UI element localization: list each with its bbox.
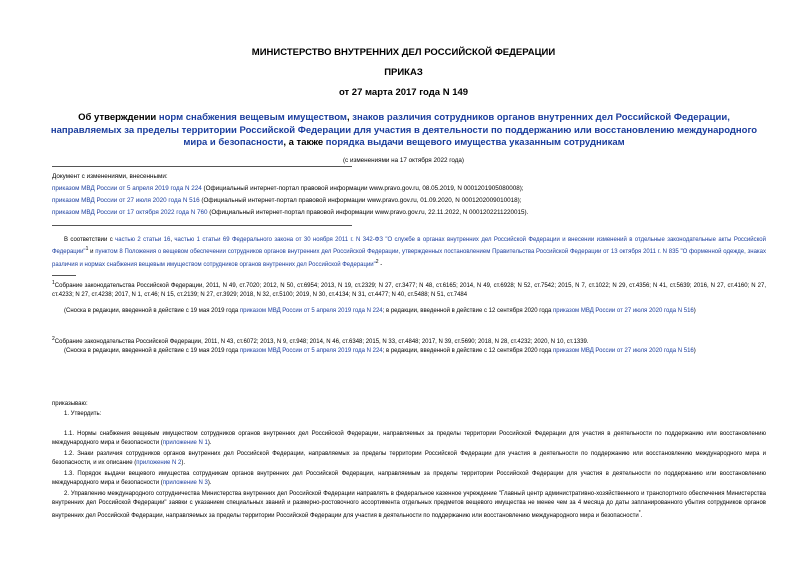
footnote-2-link-224[interactable]: приказом МВД России от 5 апреля 2019 года N 224	[239, 348, 383, 354]
title-link-insignia[interactable]: знаков различия сотрудников органов внутренних дел Российской Федерации, направляемых за пределы территории Российской Федерации для участия в деятельности по поддержанию или восстановлению международного мира и безопасности	[50, 112, 758, 148]
preamble	[52, 236, 766, 270]
footnote-mark-2: 2	[52, 336, 55, 342]
footnote-2-note-mid: ; в редакции, введенной в действие с 12 сентября 2020 года	[382, 348, 554, 354]
amendment-item	[52, 184, 752, 193]
amendment-link[interactable]: приказом МВД России от 27 июля 2020 года N 516	[52, 197, 200, 204]
footnote-1-text: Собрание законодательства Российской Федерации, 2011, N 49, ст.7020; 2012, N 50, ст.6954; 2013, N 19, ст.2329; N 27, ст.3477; N 48, ст.6165; 2014, N 49, ст.6928; N 52, ст.7542; 2015, N 7, ст.1022; N 29, ст.4356; N 41, ст.5639; 2016, N 27, ст.4160; N 27, ст.4233; N 27, ст.4238; 2017, N 1, ст.46; N 15, ст.2139; N 27, ст.3929; 2018, N 32, ст.5100; 2019, N 30, ст.4134; N 31, ст.4477; N 40, ст.5488; N 51, ст.7484	[52, 283, 766, 299]
footnote-mark-1: 1	[52, 280, 55, 286]
date-number: от 27 марта 2017 года N 149	[338, 87, 469, 98]
item-1-1-end: ).	[207, 440, 212, 447]
amendment-link[interactable]: приказом МВД России от 17 октября 2022 года N 760	[52, 209, 208, 216]
footnote-2	[52, 335, 766, 347]
item-1-2-text: 1.2. Знаки различия сотрудников органов внутренних дел Российской Федерации, направляемых за пределы территории Российской Федерации для участия в деятельности по поддержанию или восстановлению международного мира и безопасности, и их описание (	[52, 451, 766, 467]
amendment-link[interactable]: приказом МВД России от 5 апреля 2019 года N 224	[52, 185, 202, 192]
footnote-2-link-516[interactable]: приказом МВД России от 27 июля 2020 года N 516	[553, 348, 694, 354]
footnote-1-note-end: )	[693, 308, 696, 314]
title-sep2: , а также	[283, 137, 326, 148]
amendment-source: (Официальный интернет-портал правовой информации www.pravo.gov.ru, 08.05.2019, N 0001201905080008);	[201, 185, 524, 192]
item-1-3-end: ).	[207, 480, 212, 487]
doc-type-heading: ПРИКАЗ	[384, 67, 423, 78]
item-1: 1. Утвердить:	[64, 411, 102, 417]
title-link-norms[interactable]: норм снабжения вещевым имуществом	[158, 112, 347, 123]
amendment-item	[52, 208, 752, 217]
appendix-3-link[interactable]: приложение N 3	[162, 480, 208, 487]
amendments-block	[52, 172, 752, 217]
footnote-1-link-516[interactable]: приказом МВД России от 27 июля 2020 года N 516	[553, 308, 694, 314]
appendix-1-link[interactable]: приложение N 1	[162, 440, 208, 447]
preamble-text: В соответствии с	[64, 237, 116, 243]
item-1-2	[52, 450, 766, 469]
revision-note: (с изменениями на 17 октября 2022 года)	[342, 157, 465, 164]
item-1-3-text: 1.3. Порядок выдачи вещевого имущества сотрудникам органов внутренних дел Российской Федерации, направляемым за пределы территории Российской Федерации для участия в деятельности по поддержанию или восстановлению международного мира и безопасности (	[52, 471, 766, 487]
footnote-2-note	[52, 347, 766, 356]
item-1-2-end: ).	[181, 460, 186, 467]
item-1-1-text: 1.1. Нормы снабжения вещевым имуществом сотрудников органов внутренних дел Российской Федерации, направляемых за пределы территории Российской Федерации для участия в деятельности по поддержанию или восстановлению международного мира и безопасности (	[52, 431, 766, 447]
preamble-link-regulation[interactable]: пунктом 8 Положения о вещевом обеспечении сотрудников органов внутренних дел Российской Федерации, утвержденных постановлением Правительства Российской Федерации от 13 октября 2011 г. N 835 "О форменной одежде, знаках различия и нормах снабжения вещевым имуществом сотрудников органов внутренних дел Российской Федерации"	[52, 249, 766, 268]
preamble-end: -	[378, 261, 383, 268]
title-sep1: ,	[346, 112, 353, 123]
footnote-2-text: Собрание законодательства Российской Федерации, 2011, N 43, ст.6072; 2013, N 9, ст.948; 2014, N 46, ст.6348; 2015, N 33, ст.4848; 2017, N 39, ст.5690; 2018, N 28, ст.4232; 2020, N 10, ст.1339.	[54, 339, 589, 345]
title-link-procedure[interactable]: порядка выдачи вещевого имущества указанным сотрудникам	[325, 137, 625, 148]
appendix-2-link[interactable]: приложение N 2	[136, 460, 182, 467]
footnote-1-note-mid: ; в редакции, введенной в действие с 12 сентября 2020 года	[382, 308, 554, 314]
amendment-source: (Официальный интернет-портал правовой информации www.pravo.gov.ru, 01.09.2020, N 0001202009010018);	[199, 197, 522, 204]
footnote-ref-1[interactable]: 1	[85, 246, 89, 253]
footnote-1-note	[52, 307, 766, 316]
item-2-footnote-ref[interactable]: *	[638, 509, 641, 516]
item-1-3	[52, 470, 766, 489]
divider-top	[52, 166, 352, 167]
order-word: приказываю:	[52, 401, 88, 407]
footnote-1-link-224[interactable]: приказом МВД России от 5 апреля 2019 года N 224	[239, 308, 383, 314]
preamble-sep: ,	[170, 237, 175, 243]
item-2	[52, 490, 766, 521]
item-1-1	[52, 430, 766, 449]
document-title	[48, 112, 760, 150]
footnote-2-note-text: (Сноска в редакции, введенной в действие с 19 мая 2019 года	[64, 348, 240, 354]
item-2-text: 2. Управлению международного сотрудничества Министерства внутренних дел Российской Федерации направлять в федеральное казенное учреждение "Главный центр административно-хозяйственного и транспортного обеспечения Министерства внутренних дел Российской Федерации" заявки с указанием специальных званий и размерно-ростовочного ассортимента отдельных предметов вещевого имущества не менее чем за 4 месяца до даты запланированного убытия сотрудников органов внутренних дел Российской Федерации, направляемых за пределы территории Российской Федерации для участия в деятельности по поддержанию или восстановлению международного мира и безопасности	[52, 491, 766, 519]
amendment-item	[52, 196, 752, 205]
footnote-2-note-end: )	[693, 348, 696, 354]
title-prefix: Об утверждении	[78, 112, 159, 123]
footnote-divider	[52, 275, 76, 276]
footnote-1-note-text: (Сноска в редакции, введенной в действие с 19 мая 2019 года	[64, 308, 240, 314]
preamble-and: и	[88, 249, 96, 256]
footnote-1	[52, 279, 766, 301]
amendment-source: (Официальный интернет-портал правовой информации www.pravo.gov.ru, 22.11.2022, N 0001202211220015).	[207, 209, 529, 216]
item-2-end: .	[640, 512, 643, 519]
divider-bottom	[52, 225, 352, 226]
amendments-heading: Документ с изменениями, внесенными:	[52, 173, 168, 180]
ministry-heading: МИНИСТЕРСТВО ВНУТРЕННИХ ДЕЛ РОССИЙСКОЙ ФЕДЕРАЦИИ	[251, 47, 556, 58]
preamble-link-law[interactable]: частью 1 статьи 69 Федерального закона от 30 ноября 2011 г. N 342-ФЗ "О службе в органах внутренних дел Российской Федерации и внесении изменений в отдельные законодательные акты Российской Федерации"	[52, 237, 766, 256]
footnote-ref-2[interactable]: 2	[375, 258, 379, 265]
preamble-link-part2[interactable]: частью 2 статьи 16	[115, 237, 171, 243]
